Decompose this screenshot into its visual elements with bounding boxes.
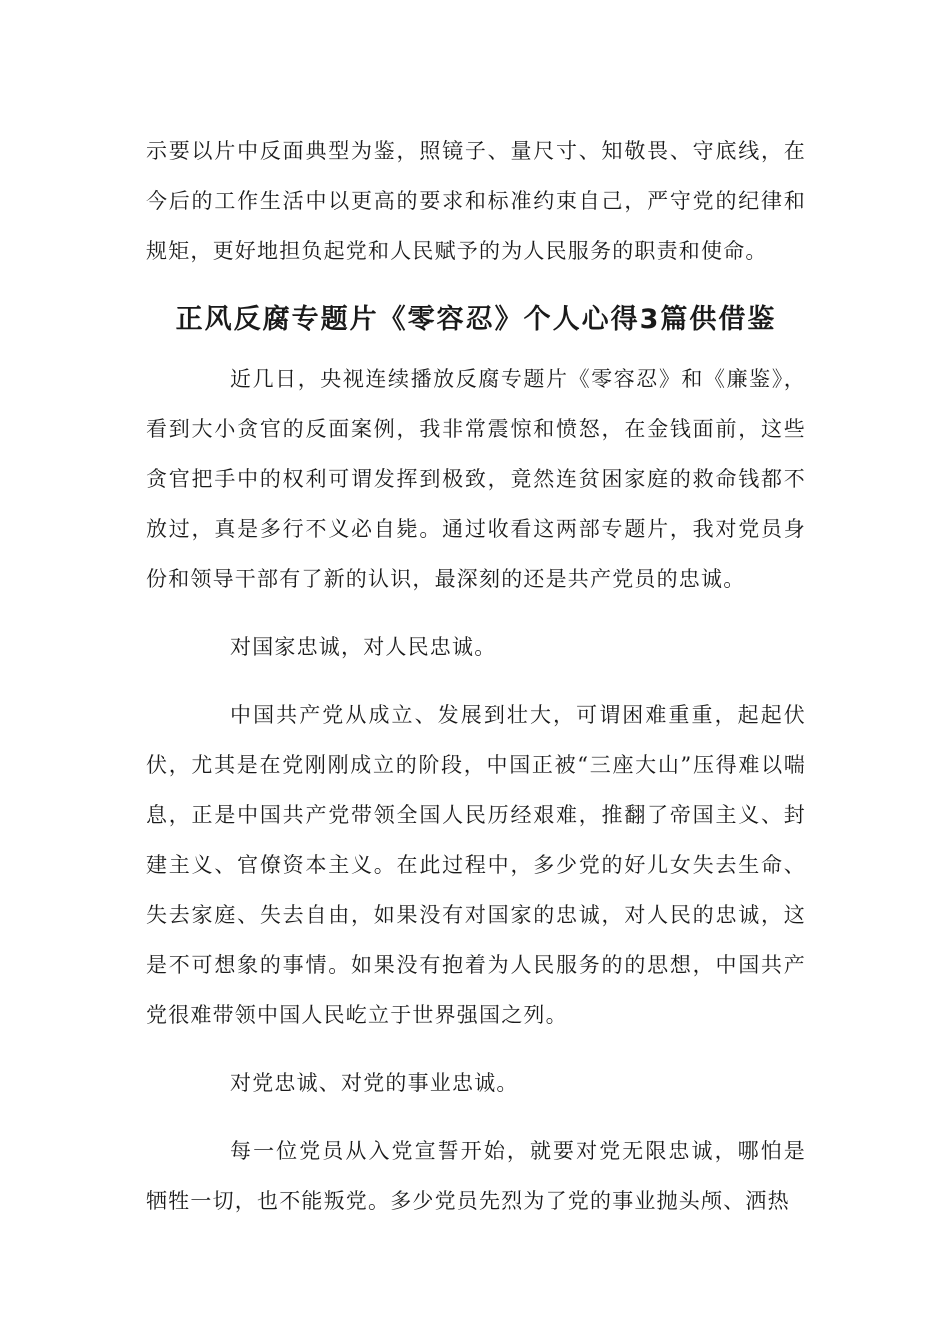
body-paragraph-1: 近几日，央视连续播放反腐专题片《零容忍》和《廉鉴》，看到大小贪官的反面案例，我非常震惊和愤怒，在金钱面前，这些贪官把手中的权利可谓发挥到极致，竟然连贫困家庭的救命钱都不放过，真是多行不义必自毙。通过收看这两部专题片，我对党员身份和领导干部有了新的认识，最深刻的还是共产党员的忠诚。: [146, 367, 806, 591]
section-heading-loyalty-country: 对国家忠诚，对人民忠诚。: [230, 635, 497, 659]
body-paragraph-3: 每一位党员从入党宣誓开始，就要对党无限忠诚，哪怕是牺牲一切，也不能叛党。多少党员先烈为了党的事业抛头颅、洒热: [146, 1139, 806, 1213]
section-heading-loyalty-party: 对党忠诚、对党的事业忠诚。: [230, 1071, 519, 1095]
intro-paragraph: 示要以片中反面典型为鉴，照镜子、量尺寸、知敬畏、守底线，在今后的工作生活中以更高的要求和标准约束自己，严守党的纪律和规矩，更好地担负起党和人民赋予的为人民服务的职责和使命。: [146, 139, 806, 263]
document-page: [146, 126, 806, 1226]
document-title: 正风反腐专题片《零容忍》个人心得3篇供借鉴: [175, 304, 777, 335]
body-paragraph-2: 中国共产党从成立、发展到壮大，可谓困难重重，起起伏伏，尤其是在党刚刚成立的阶段，中国正被“三座大山”压得难以喘息，正是中国共产党带领全国人民历经艰难，推翻了帝国主义、封建主义、官僚资本主义。在此过程中，多少党的好儿女失去生命、失去家庭、失去自由，如果没有对国家的忠诚，对人民的忠诚，这是不可想象的事情。如果没有抱着为人民服务的的思想，中国共产党很难带领中国人民屹立于世界强国之列。: [146, 703, 806, 1027]
